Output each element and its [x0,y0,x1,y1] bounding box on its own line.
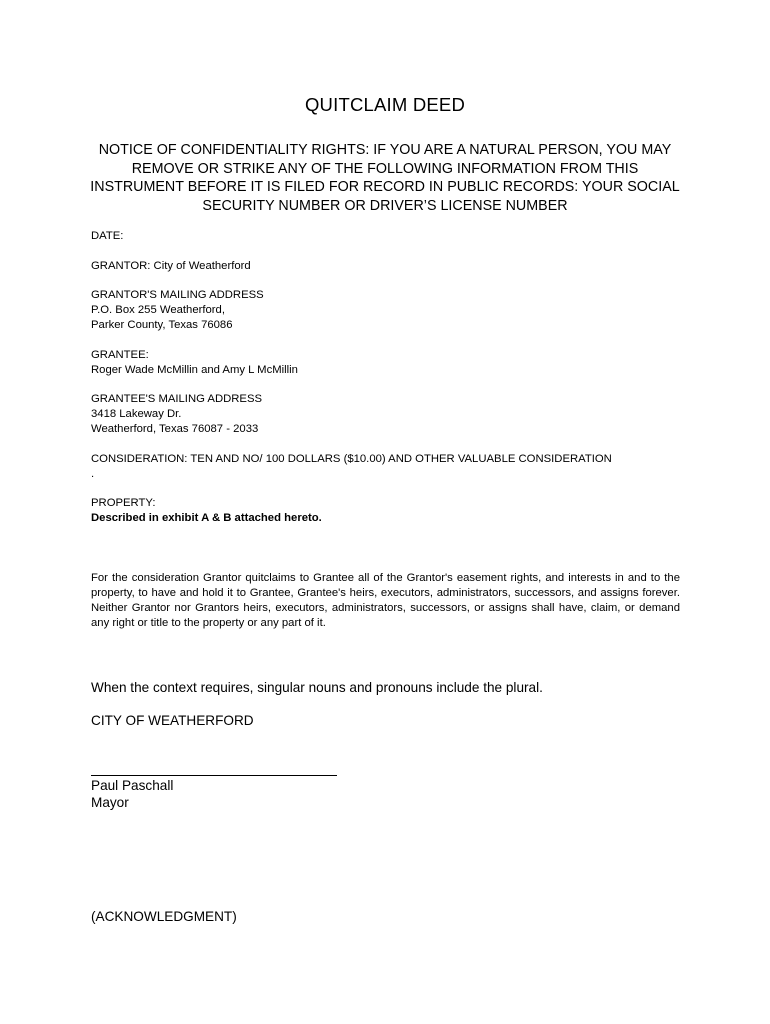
consideration-text: CONSIDERATION: TEN AND NO/ 100 DOLLARS ($10.00) AND OTHER VALUABLE CONSIDERATION [91,453,612,465]
grantor-address-line1: P.O. Box 255 Weatherford, [91,304,225,316]
grantee-name: Roger Wade McMillin and Amy L McMillin [91,364,298,376]
confidentiality-notice: NOTICE OF CONFIDENTIALITY RIGHTS: IF YOU ARE A NATURAL PERSON, YOU MAY REMOVE OR STRIKE ANY OF THE FOLLOWING INFORMATION FROM THIS INSTRUMENT BEFORE IT IS FILED FOR RECORD IN PUBLIC RECORDS: YOUR SOCIAL SECURITY NUMBER OR DRIVER’S LICENSE NUMBER [90,142,680,214]
quitclaim-paragraph: For the consideration Grantor quitclaims to Grantee all of the Grantor's easement rights, and interests in and to the property, to have and hold it to Grantee, Grantee's heirs, executors, administrators, successors, and assigns forever. Neither Grantor nor Grantors heirs, executors, administrators, successors, or assigns shall have, claim, or demand any right or title to the property or any part of it. [91,572,680,629]
plural-clause: When the context requires, singular nouns and pronouns include the plural. [91,680,543,695]
grantor-address-line2: Parker County, Texas 76086 [91,319,233,331]
property-description: Described in exhibit A & B attached hereto. [91,512,322,524]
grantor-address-block [91,288,264,333]
grantee-address-block [91,392,262,437]
grantee-address-label: GRANTEE'S MAILING ADDRESS [91,393,263,405]
document-title: QUITCLAIM DEED [304,94,466,115]
grantee-label: GRANTEE: [91,349,149,361]
city-name: CITY OF WEATHERFORD [91,713,254,728]
property-block [91,496,322,526]
signatory-title: Mayor [91,795,129,810]
grantee-address-line1: 3418 Lakeway Dr. [91,408,182,420]
consideration-period: . [91,468,95,480]
consideration-block [91,452,612,482]
grantor-address-label: GRANTOR'S MAILING ADDRESS [91,289,264,301]
signatory-block [91,777,173,811]
grantee-address-line2: Weatherford, Texas 76087 - 2033 [91,423,259,435]
signature-line [91,775,337,776]
signatory-name: Paul Paschall [91,778,174,793]
grantor-line: GRANTOR: City of Weatherford [91,260,251,272]
acknowledgment-heading: (ACKNOWLEDGMENT) [91,909,237,924]
date-label: DATE: [91,230,124,242]
grantee-block [91,348,298,378]
property-label: PROPERTY: [91,497,156,509]
